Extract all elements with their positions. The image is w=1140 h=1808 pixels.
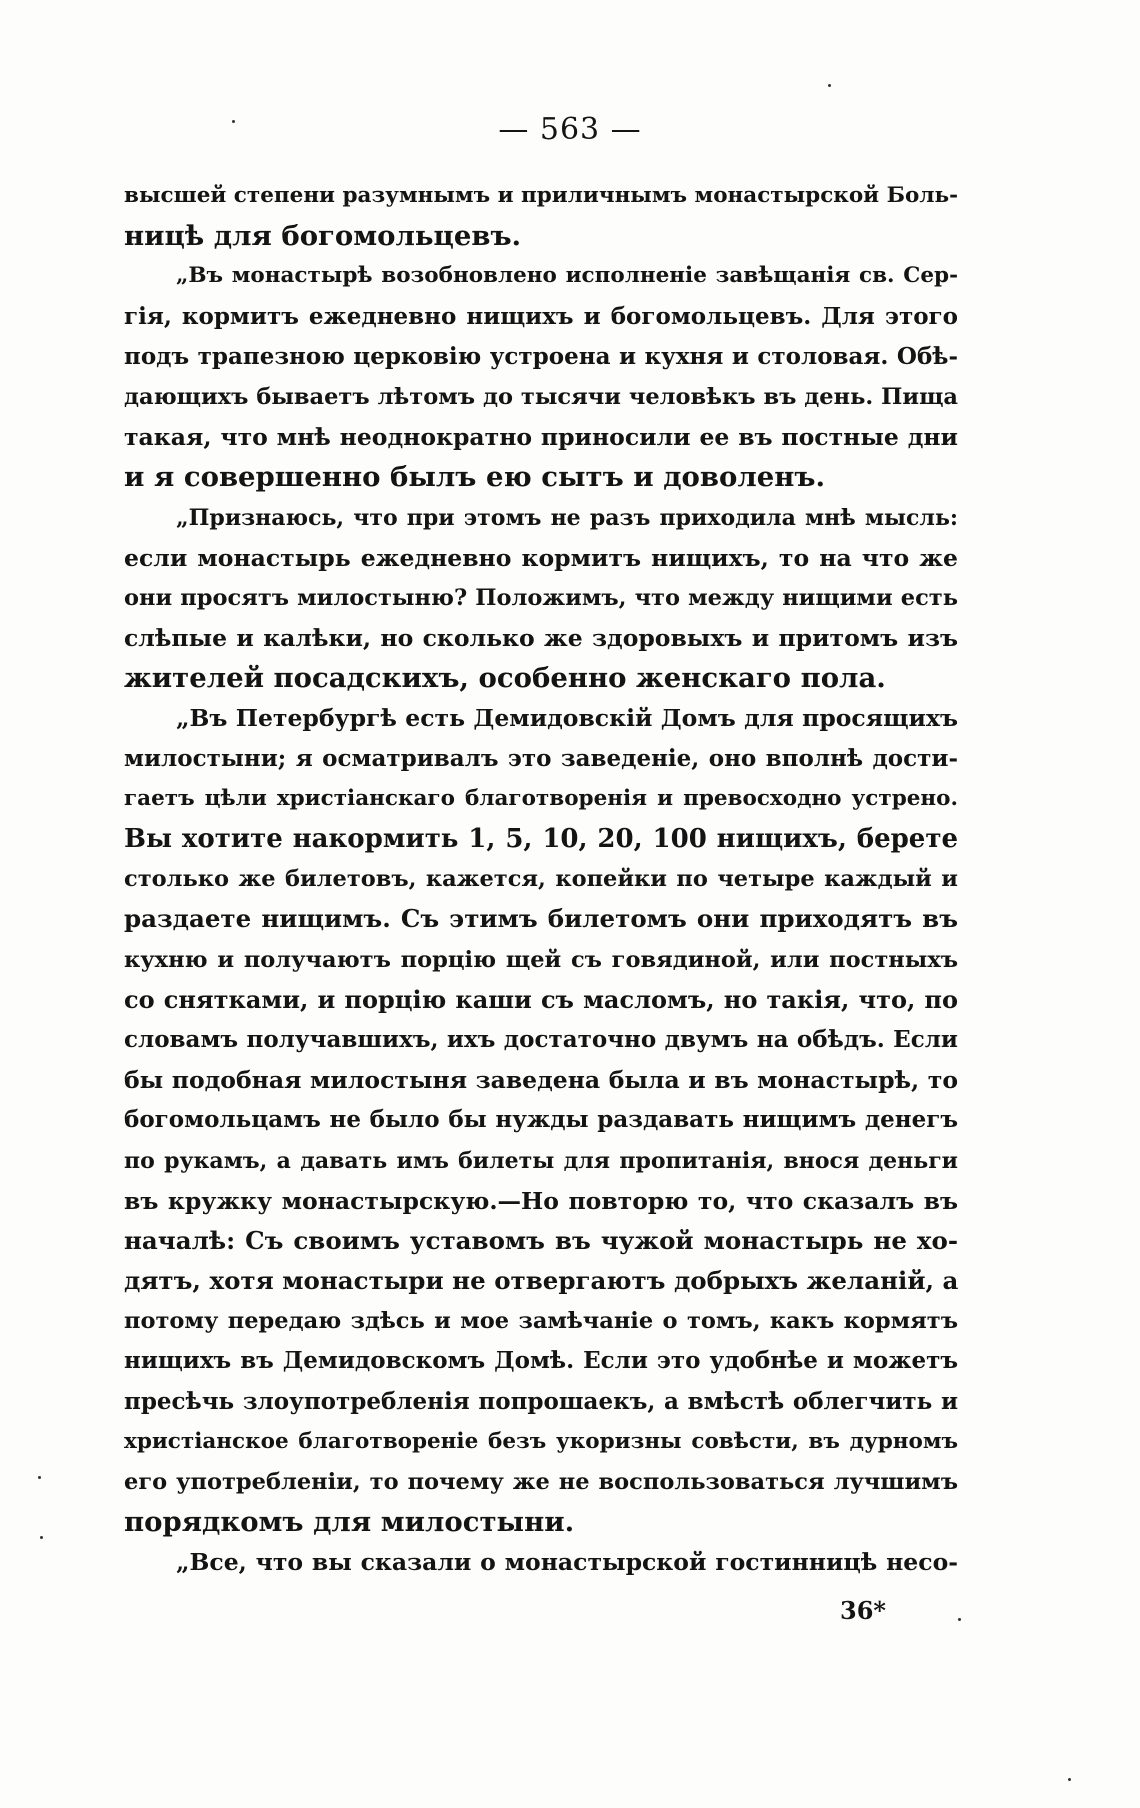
printer-signature-mark: 36* [840,1596,886,1625]
text-line: пресѣчь злоупотребленія попрошаекъ, а вмѣстѣ облегчить и [124,1387,958,1415]
text-line: началѣ: Съ своимъ уставомъ въ чужой монастырь не хо- [124,1225,958,1255]
text-line: „Все, что вы сказали о монастырской гостинницѣ несо- [176,1548,958,1577]
scan-speck [828,84,831,87]
scan-speck [958,1618,961,1621]
text-line: и я совершенно былъ ею сытъ и доволенъ. [124,461,826,494]
text-line: нищихъ въ Демидовскомъ Домѣ. Если это удобнѣе и можетъ [124,1347,958,1375]
text-line: они просятъ милостыню? Положимъ, что между нищими есть [124,584,958,611]
text-line: ницѣ для богомольцевъ. [124,220,522,253]
text-line: милостыни; я осматривалъ это заведеніе, оно вполнѣ дости- [124,744,958,772]
text-line: словамъ получавшихъ, ихъ достаточно двумъ на обѣдъ. Если [124,1025,958,1053]
text-line: такая, что мнѣ неоднократно приносили ее въ постные дни [124,423,958,452]
text-line: дятъ, хотя монастыри не отвергаютъ добрыхъ желаній, а [124,1266,958,1296]
body-text [124,176,958,1583]
text-line: богомольцамъ не было бы нужды раздавать нищимъ денегъ [124,1106,958,1134]
text-line: его употребленіи, то почему же не воспользоваться лучшимъ [124,1469,958,1495]
text-line: „Въ монастырѣ возобновлено исполненіе завѣщанія св. Сер- [176,263,958,289]
scan-speck [40,1536,43,1539]
text-line: по рукамъ, а давать имъ билеты для пропитанія, внося деньги [124,1147,958,1174]
scan-speck [38,1476,41,1479]
text-line: гаетъ цѣли христіанскаго благотворенія и превосходно устрено. [124,785,958,811]
text-line: высшей степени разумнымъ и приличнымъ монастырской Боль- [124,183,958,208]
text-line: въ кружку монастырскую.—Но повторю то, что сказалъ въ [124,1186,958,1215]
text-line: кухню и получаютъ порцію щей съ говядиной, или постныхъ [124,946,958,973]
text-line: дающихъ бываетъ лѣтомъ до тысячи человѣкъ въ день. Пища [124,383,958,410]
text-line: потому передаю здѣсь и мое замѣчаніе о томъ, какъ кормятъ [124,1308,958,1335]
text-line: жителей посадскихъ, особенно женскаго пола. [124,662,886,695]
text-line: подъ трапезною церковію устроена и кухня и столовая. Обѣ- [124,342,958,370]
text-line: если монастырь ежедневно кормитъ нищихъ, то на что же [124,543,958,572]
text-line: Вы хотите накормить 1, 5, 10, 20, 100 нищихъ, берете [124,824,958,854]
scan-speck [232,120,235,123]
page-number: — 563 — [498,112,642,147]
text-line: гія, кормитъ ежедневно нищихъ и богомольцевъ. Для этого [124,302,958,330]
text-line: порядкомъ для милостыни. [124,1506,575,1539]
text-line: раздаете нищимъ. Съ этимъ билетомъ они приходятъ въ [124,904,958,934]
text-line: „Въ Петербургѣ есть Демидовскій Домъ для просящихъ [176,704,958,733]
text-line: христіанское благотвореніе безъ укоризны совѣсти, въ дурномъ [124,1428,958,1454]
scan-speck [1068,1778,1071,1781]
text-line: „Признаюсь, что при этомъ не разъ приходила мнѣ мысль: [176,504,958,531]
text-line: со снятками, и порцію каши съ масломъ, но такія, что, по [124,984,958,1014]
text-line: слѣпые и калѣки, но сколько же здоровыхъ и притомъ изъ [124,624,958,653]
text-line: столько же билетовъ, кажется, копейки по четыре каждый и [124,866,958,893]
text-line: бы подобная милостыня заведена была и въ монастырѣ, то [124,1066,958,1095]
